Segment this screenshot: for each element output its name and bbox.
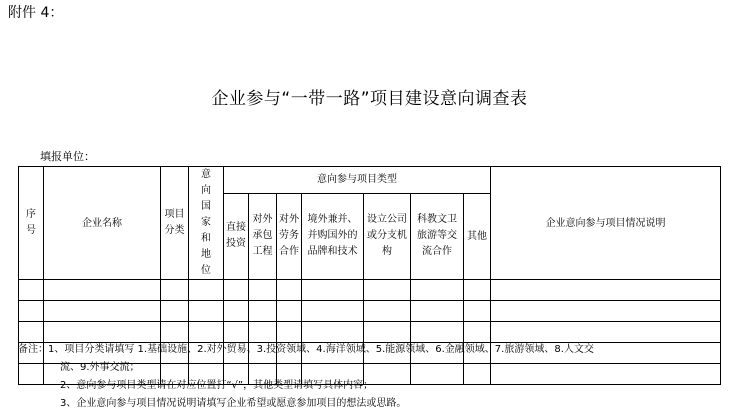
header-type-other: 其他 [464, 193, 491, 279]
header-type-ma: 境外兼并、并购国外的品牌和技术 [302, 193, 364, 279]
note-line-3: 3、企业意向参与项目情况说明请填写企业希望或愿意参加项目的想法或思路。 [60, 398, 407, 409]
header-seq: 序号 [19, 167, 44, 280]
table-row [19, 280, 721, 301]
attachment-label: 附件 4： [8, 5, 64, 21]
table-row [19, 322, 721, 343]
header-category: 项目分类 [161, 167, 189, 280]
header-type-branch: 设立公司或分支机构 [364, 193, 411, 279]
header-type-labor: 对外劳务合作 [277, 193, 302, 279]
notes-block [18, 341, 594, 413]
page-title: 企业参与“一带一路”项目建设意向调查表 [211, 89, 528, 109]
header-company: 企业名称 [44, 167, 161, 280]
note-line-1-continued: 流、9.外事交流； [60, 362, 140, 373]
header-type-contracting: 对外承包工程 [249, 193, 277, 279]
header-type-exchange: 科教文卫旅游等交流合作 [411, 193, 464, 279]
note-line-1: 备注：1、项目分类请填写 1.基础设施、2.对外贸易、3.投资领域、4.海洋领域、5.能源领域、6.金融领域、7.旅游领域、8.人文交 [18, 344, 594, 355]
header-type-direct-investment: 直接投资 [224, 193, 249, 279]
header-description: 企业意向参与项目情况说明 [491, 167, 721, 280]
reporting-unit-label: 填报单位： [40, 150, 95, 163]
header-country: 意向国家和地位 [189, 167, 224, 280]
header-project-type-group: 意向参与项目类型 [224, 167, 491, 194]
table-row [19, 301, 721, 322]
note-line-2: 2、意向参与项目类型请在对应位置打“√”，其他类型请填写具体内容； [60, 380, 374, 391]
